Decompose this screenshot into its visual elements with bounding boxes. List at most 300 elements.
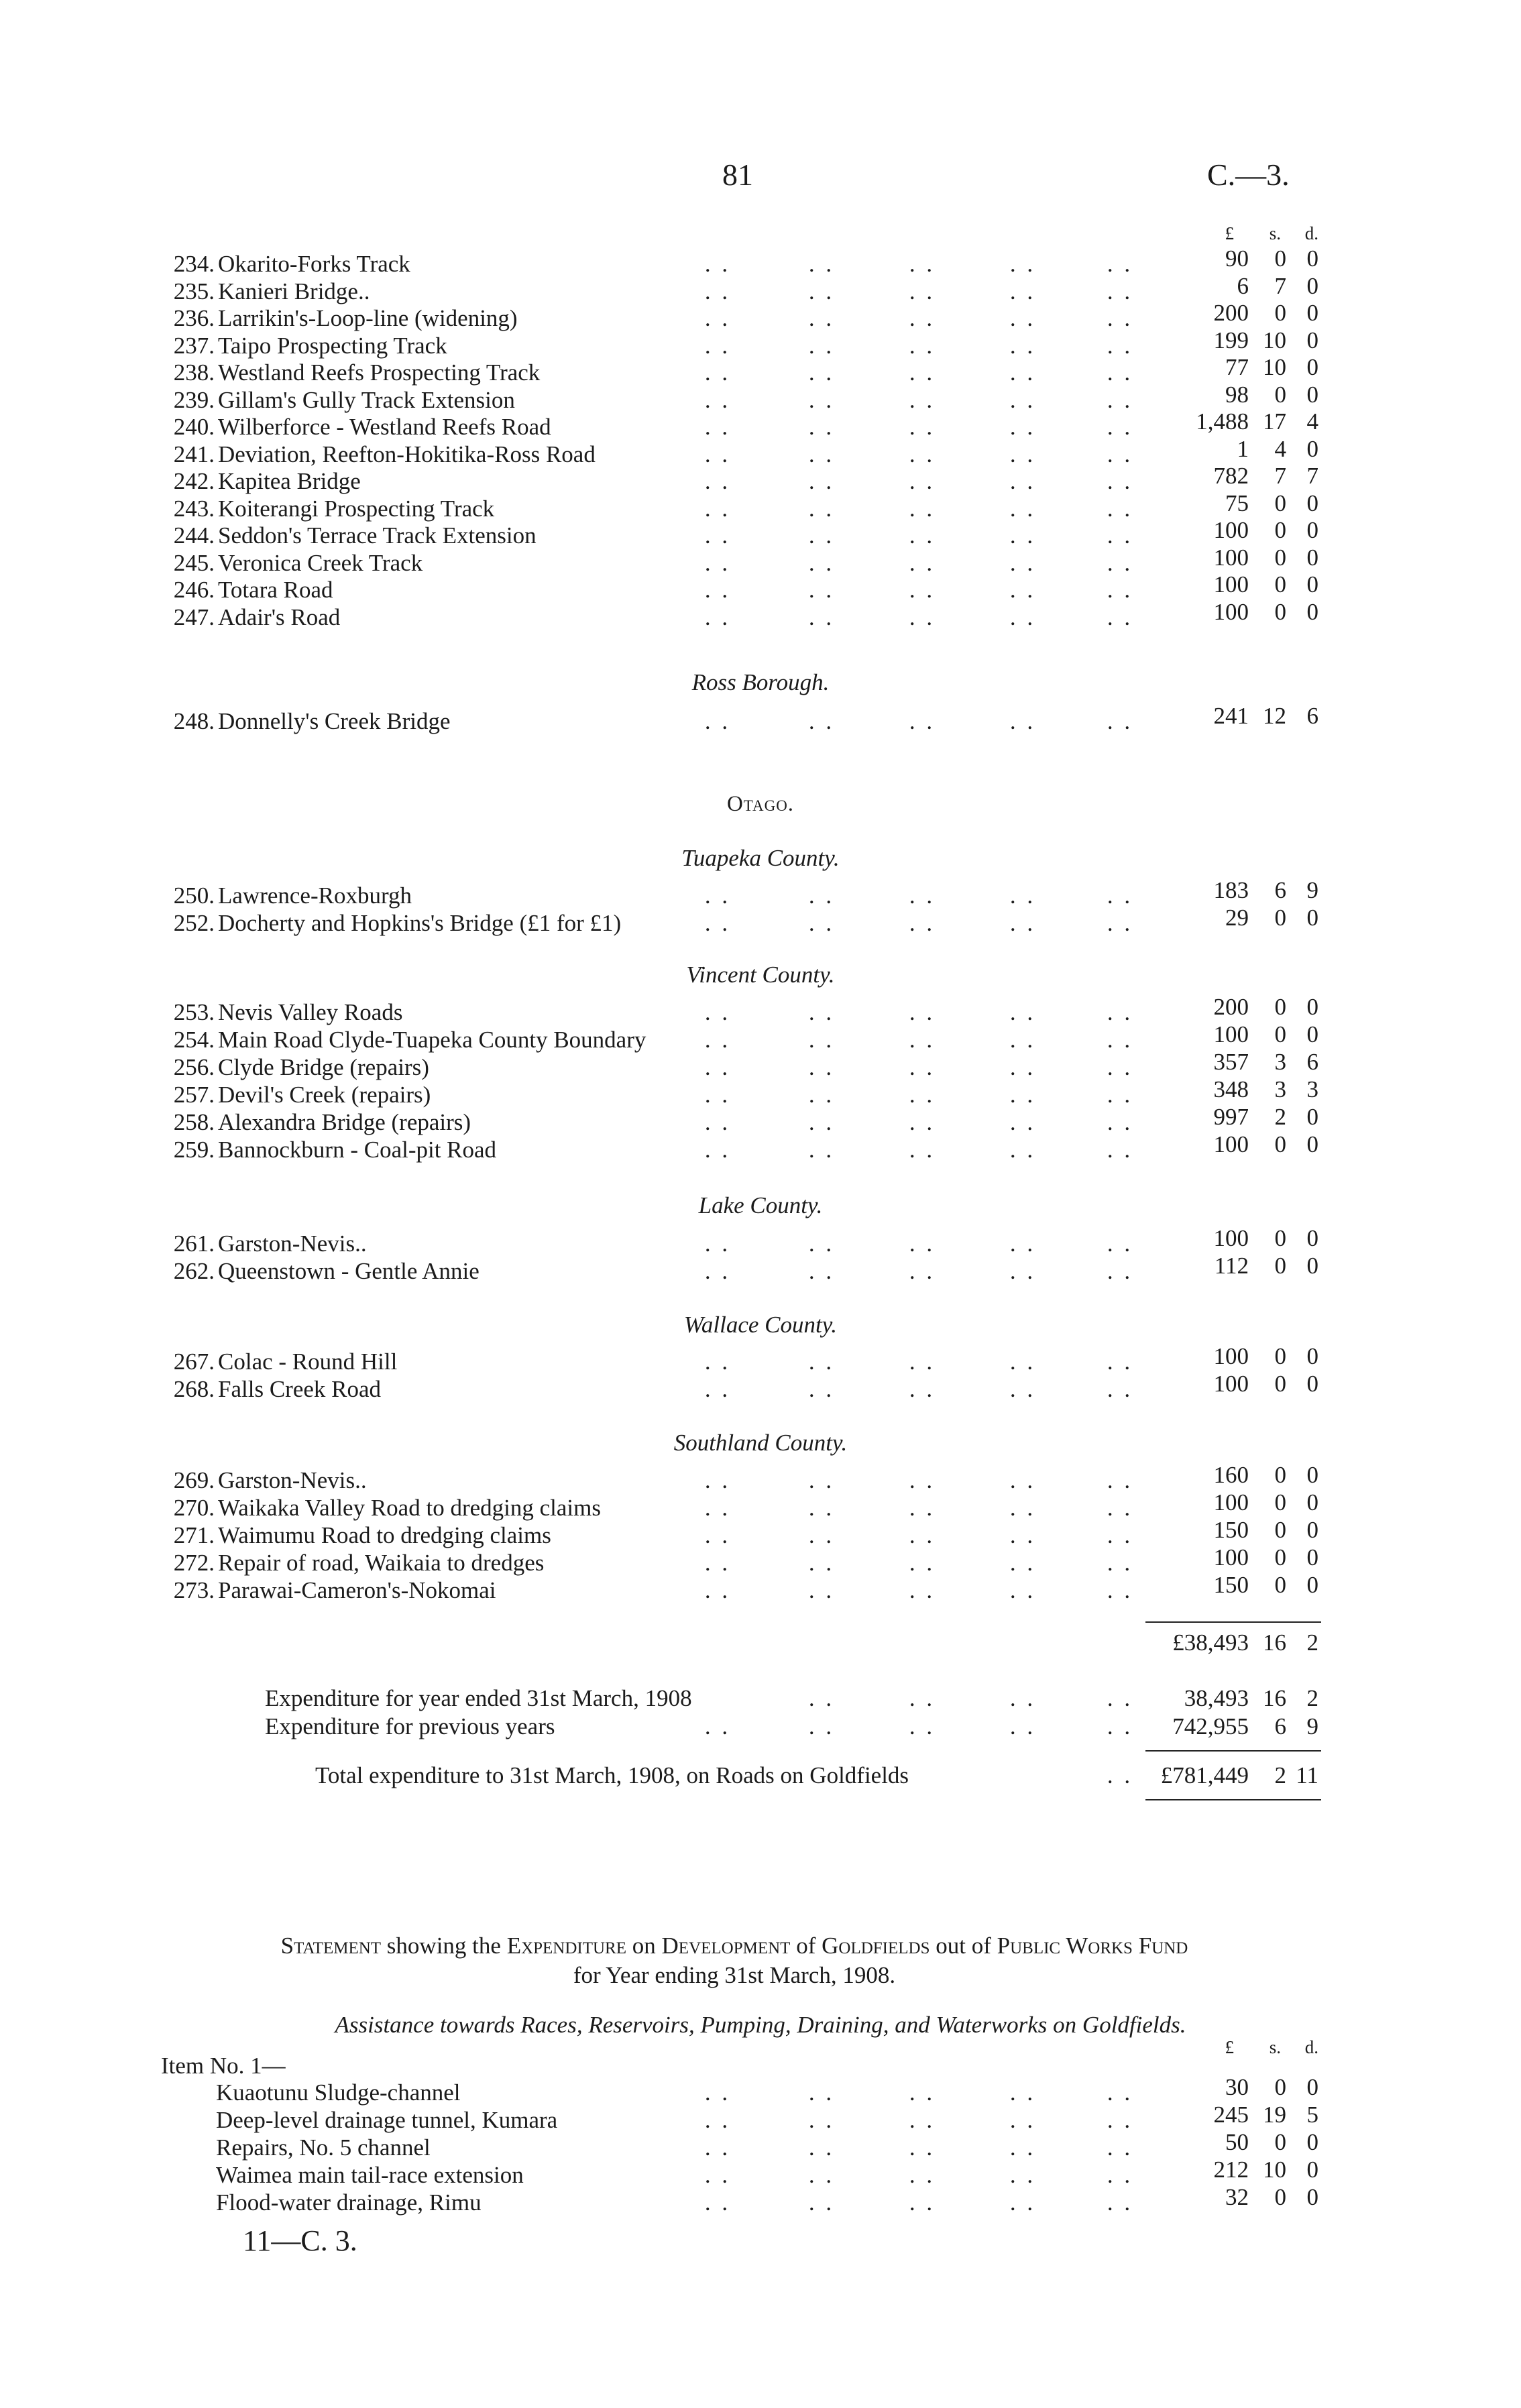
- leader-dots: . .: [808, 1467, 835, 1493]
- item-pounds: 112: [1214, 1253, 1249, 1279]
- item-pounds: 32: [1225, 2184, 1249, 2210]
- subtotal-pence: 2: [1306, 1629, 1318, 1656]
- item-pence: 0: [1306, 272, 1318, 299]
- leader-dots: . .: [909, 1027, 936, 1053]
- item-number: 237.: [173, 332, 215, 359]
- leader-dots: . .: [704, 2079, 731, 2106]
- leader-dots: . .: [1107, 359, 1133, 386]
- leader-dots: . .: [1107, 1577, 1133, 1603]
- leader-dots: . .: [704, 1082, 731, 1108]
- leader-dots: . .: [704, 495, 731, 522]
- item-shillings: 0: [1274, 1343, 1286, 1369]
- list-item: [0, 1253, 1521, 1287]
- leader-dots: . .: [1009, 1349, 1036, 1375]
- statement-word-9: Public Works Fund: [997, 1933, 1188, 1959]
- summary-year-row: Expenditure for year ended 31st March, 1908 . . . . . . . . 38,493 16 2: [265, 1685, 1318, 1711]
- item-pence: 0: [1306, 327, 1318, 353]
- item-number: 244.: [173, 522, 215, 549]
- leader-dots: . .: [1107, 1495, 1133, 1521]
- item-pence: 0: [1306, 905, 1318, 931]
- item-shillings: 10: [1263, 354, 1286, 380]
- item-pence: 6: [1306, 1049, 1318, 1075]
- summary-prev-row: Expenditure for previous years . . . . . . . . . . 742,955 6 9: [265, 1713, 1318, 1739]
- leader-dots: . .: [909, 251, 936, 277]
- leader-dots: . .: [808, 1082, 835, 1108]
- list-item: [0, 1572, 1521, 1607]
- leader-dots: . .: [909, 1467, 936, 1493]
- leader-dots: . .: [1009, 604, 1036, 630]
- otago-heading: Otago.: [726, 792, 795, 816]
- item-name: Deviation, Reefton-Hokitika-Ross Road: [218, 441, 596, 467]
- item-pence: 0: [1306, 1104, 1318, 1130]
- item-name: Parawai-Cameron's-Nokomai: [218, 1577, 496, 1603]
- item-name: Clyde Bridge (repairs): [218, 1054, 429, 1080]
- item-name: Kanieri Bridge..: [218, 278, 370, 304]
- leader-dots: . .: [1009, 332, 1036, 359]
- item-shillings: 3: [1274, 1049, 1286, 1075]
- summary-year-pence: 2: [1306, 1685, 1318, 1711]
- leader-dots: . .: [808, 2134, 835, 2161]
- item-name: Waikaka Valley Road to dredging claims: [218, 1495, 601, 1521]
- item-shillings: 0: [1274, 1253, 1286, 1279]
- leader-dots: . .: [909, 999, 936, 1025]
- item-number: 238.: [173, 359, 215, 386]
- item-shillings: 19: [1263, 2102, 1286, 2128]
- summary-total-label: Total expenditure to 31st March, 1908, on Roads on Goldfields: [315, 1762, 909, 1788]
- item-shillings: 0: [1274, 1225, 1286, 1251]
- item-pounds: 1,488: [1196, 408, 1249, 435]
- leader-dots: . .: [808, 577, 835, 603]
- item-shillings: 0: [1274, 1517, 1286, 1543]
- leader-dots: . .: [909, 386, 936, 413]
- leader-dots: . .: [1009, 1082, 1036, 1108]
- leader-dots: . .: [1009, 468, 1036, 494]
- leader-dots: . .: [1009, 251, 1036, 277]
- item-pounds: 160: [1213, 1462, 1249, 1488]
- summary-total-row: Total expenditure to 31st March, 1908, on Roads on Goldfields . . £781,449 2 11: [315, 1762, 1318, 1788]
- item-pounds: 100: [1213, 1544, 1249, 1570]
- item-name: Main Road Clyde-Tuapeka County Boundary: [218, 1027, 646, 1053]
- leader-dots: . .: [1107, 251, 1133, 277]
- leader-dots: . .: [1107, 2107, 1133, 2133]
- leader-dots: . .: [1009, 2107, 1036, 2133]
- item-number: 253.: [173, 999, 215, 1025]
- item-pence: 3: [1306, 1076, 1318, 1102]
- leader-dots: . .: [808, 1577, 835, 1603]
- leader-dots: . .: [1107, 522, 1133, 549]
- item-pence: 7: [1306, 463, 1318, 489]
- item-name: Okarito-Forks Track: [218, 251, 410, 277]
- summary-total-shillings: 2: [1274, 1762, 1286, 1788]
- statement-title: [148, 1931, 1321, 1990]
- leader-dots: . .: [1009, 577, 1036, 603]
- item-pounds: 75: [1225, 490, 1249, 516]
- item-number: 272.: [173, 1550, 215, 1576]
- col2-shillings-header: s.: [1269, 2037, 1281, 2057]
- item-number: 239.: [173, 386, 215, 413]
- leader-dots: . .: [1009, 1522, 1036, 1548]
- leader-dots: . .: [704, 1577, 731, 1603]
- leader-dots: . .: [1009, 1550, 1036, 1576]
- leader-dots: . .: [909, 305, 936, 331]
- leader-dots: . .: [909, 441, 936, 467]
- list-item: [0, 598, 1521, 634]
- item-shillings: 0: [1274, 1131, 1286, 1157]
- item-name: Devil's Creek (repairs): [218, 1082, 431, 1108]
- item-pence: 0: [1306, 435, 1318, 462]
- item-name: Nevis Valley Roads: [218, 999, 403, 1025]
- wallace-heading: Wallace County.: [683, 1312, 838, 1338]
- item-pounds: 100: [1213, 544, 1249, 571]
- item-shillings: 0: [1274, 245, 1286, 272]
- item-name: Colac - Round Hill: [218, 1349, 398, 1375]
- leader-dots: . .: [909, 1137, 936, 1163]
- item-pounds: 100: [1213, 1021, 1249, 1047]
- item-shillings: 7: [1274, 272, 1286, 299]
- item-number: 252.: [173, 910, 215, 936]
- leader-dots: . .: [1107, 2079, 1133, 2106]
- item-pence: 0: [1306, 1343, 1318, 1369]
- leader-dots: . .: [808, 386, 835, 413]
- leader-dots: . .: [704, 882, 731, 909]
- leader-dots: . .: [909, 577, 936, 603]
- leader-dots: . .: [704, 251, 731, 277]
- item-shillings: 0: [1274, 2184, 1286, 2210]
- leader-dots: . .: [909, 2134, 936, 2161]
- item-number: 254.: [173, 1027, 215, 1053]
- leader-dots: . .: [704, 1054, 731, 1080]
- leader-dots: . .: [1009, 549, 1036, 576]
- list-item: [0, 905, 1521, 939]
- leader-dots: . .: [1009, 1376, 1036, 1402]
- leader-dots: . .: [909, 522, 936, 549]
- item-pence: 0: [1306, 1544, 1318, 1570]
- statement-word-7: Goldfields: [822, 1933, 930, 1959]
- item-pounds: 150: [1213, 1517, 1249, 1543]
- document-reference: C.—3.: [1207, 158, 1290, 192]
- statement-line-2: for Year ending 31st March, 1908.: [573, 1962, 896, 1988]
- leader-dots: . .: [1107, 278, 1133, 304]
- leader-dots: . .: [808, 1109, 835, 1135]
- item-pence: 4: [1306, 408, 1318, 435]
- ross-borough-heading: Ross Borough.: [691, 669, 830, 695]
- leader-dots: . .: [704, 2134, 731, 2161]
- col2-pence-header: d.: [1304, 2037, 1318, 2057]
- item-shillings: 12: [1263, 703, 1286, 729]
- leader-dots: . .: [1009, 414, 1036, 440]
- leader-dots: . .: [808, 1550, 835, 1576]
- leader-dots: . .: [808, 359, 835, 386]
- leader-dots: . .: [1009, 2162, 1036, 2188]
- leader-dots: . .: [704, 549, 731, 576]
- leader-dots: . .: [1107, 604, 1133, 630]
- leader-dots: . .: [704, 1550, 731, 1576]
- leader-dots: . .: [808, 2189, 835, 2216]
- item-number: 235.: [173, 278, 215, 304]
- leader-dots: . .: [909, 549, 936, 576]
- leader-dots: . .: [704, 1230, 731, 1257]
- item-name: Repairs, No. 5 channel: [216, 2134, 431, 2161]
- item-shillings: 0: [1274, 1489, 1286, 1515]
- leader-dots: . .: [1107, 1550, 1133, 1576]
- leader-dots: . .: [1107, 495, 1133, 522]
- leader-dots: . .: [704, 1467, 731, 1493]
- item-pounds: 241: [1213, 703, 1249, 729]
- leader-dots: . .: [1009, 1054, 1036, 1080]
- leader-dots: . .: [1107, 1522, 1133, 1548]
- leader-dots: . .: [909, 1054, 936, 1080]
- leader-dots: . .: [1107, 2162, 1133, 2188]
- leader-dots: . .: [704, 1027, 731, 1053]
- item-pounds: 100: [1213, 598, 1249, 625]
- leader-dots: . .: [704, 1349, 731, 1375]
- leader-dots: . .: [1107, 1230, 1133, 1257]
- item-name: Garston-Nevis..: [218, 1230, 367, 1257]
- leader-dots: . .: [1009, 1109, 1036, 1135]
- leader-dots: . .: [1107, 305, 1133, 331]
- leader-dots: . .: [808, 1027, 835, 1053]
- leader-dots: . .: [808, 1258, 835, 1284]
- item-pounds: 100: [1213, 1131, 1249, 1157]
- leader-dots: . .: [909, 2162, 936, 2188]
- leader-dots: . .: [704, 708, 731, 734]
- total-bottom-rule: [1145, 1799, 1321, 1800]
- leader-dots: . .: [1009, 2134, 1036, 2161]
- leader-dots: . .: [1009, 441, 1036, 467]
- leader-dots: . .: [1107, 549, 1133, 576]
- item-shillings: 0: [1274, 1544, 1286, 1570]
- item-number: 247.: [173, 604, 215, 630]
- item-pounds: 100: [1213, 1225, 1249, 1251]
- leader-dots: . .: [808, 1137, 835, 1163]
- statement-word-8: out of: [929, 1933, 997, 1959]
- summary-prev-shillings: 6: [1274, 1713, 1286, 1739]
- leader-dots: . .: [1009, 2189, 1036, 2216]
- item-shillings: 0: [1274, 300, 1286, 326]
- item-pounds: 77: [1225, 354, 1249, 380]
- item-pounds: 100: [1213, 1489, 1249, 1515]
- item-shillings: 0: [1274, 2129, 1286, 2155]
- leader-dots: . .: [1009, 999, 1036, 1025]
- leader-dots: . .: [1009, 1258, 1036, 1284]
- item-pence: 0: [1306, 571, 1318, 597]
- leader-dots: . .: [808, 1522, 835, 1548]
- leader-dots: . .: [704, 2189, 731, 2216]
- leader-dots: . .: [704, 468, 731, 494]
- leader-dots: . .: [808, 251, 835, 277]
- item-number: 241.: [173, 441, 215, 467]
- leader-dots: . .: [704, 1376, 731, 1402]
- leader-dots: . .: [1107, 577, 1133, 603]
- leader-dots: . .: [909, 1522, 936, 1548]
- item-shillings: 0: [1274, 381, 1286, 408]
- leader-dots: . .: [909, 2107, 936, 2133]
- leader-dots: . .: [704, 332, 731, 359]
- item-number: 257.: [173, 1082, 215, 1108]
- leader-dots: . .: [808, 999, 835, 1025]
- item-shillings: 0: [1274, 490, 1286, 516]
- item-shillings: 2: [1274, 1104, 1286, 1130]
- leader-dots: . .: [1107, 910, 1133, 936]
- item-pence: 0: [1306, 517, 1318, 543]
- item-pounds: 200: [1213, 300, 1249, 326]
- leader-dots: . .: [909, 882, 936, 909]
- item-pence: 0: [1306, 354, 1318, 380]
- item-pounds: 357: [1213, 1049, 1249, 1075]
- leader-dots: . .: [808, 2162, 835, 2188]
- leader-dots: . .: [808, 522, 835, 549]
- leader-dots: . .: [1009, 1467, 1036, 1493]
- item-label: Item No. 1—: [161, 2053, 286, 2079]
- item-pence: 6: [1306, 703, 1318, 729]
- item-name: Waimea main tail-race extension: [216, 2162, 524, 2188]
- item-pounds: 200: [1213, 994, 1249, 1020]
- leader-dots: . .: [704, 441, 731, 467]
- leader-dots: . .: [808, 441, 835, 467]
- summary-prev-label: Expenditure for previous years: [265, 1713, 555, 1739]
- item-number: 234.: [173, 251, 215, 277]
- leader-dots: . .: [704, 522, 731, 549]
- item-pence: 0: [1306, 1489, 1318, 1515]
- subtotal-row: [0, 1631, 1521, 1659]
- leader-dots: . .: [1107, 999, 1133, 1025]
- leader-dots: . .: [1009, 522, 1036, 549]
- item-shillings: 0: [1274, 598, 1286, 625]
- item-shillings: 3: [1274, 1076, 1286, 1102]
- leader-dots: . .: [909, 1349, 936, 1375]
- item-number: 270.: [173, 1495, 215, 1521]
- leader-dots: . .: [909, 1495, 936, 1521]
- leader-dots: . .: [704, 604, 731, 630]
- item-pence: 0: [1306, 1225, 1318, 1251]
- leader-dots: . .: [1107, 1027, 1133, 1053]
- footer-signature: 11—C. 3.: [243, 2224, 357, 2257]
- leader-dots: . .: [808, 305, 835, 331]
- leader-dots: . .: [704, 414, 731, 440]
- subtotal-pounds: £38,493: [1172, 1629, 1249, 1656]
- leader-dots: . .: [1107, 1467, 1133, 1493]
- item-number: 246.: [173, 577, 215, 603]
- item-pounds: 100: [1213, 517, 1249, 543]
- item-pence: 0: [1306, 1572, 1318, 1598]
- leader-dots: . .: [704, 1522, 731, 1548]
- item-pounds: 100: [1213, 571, 1249, 597]
- item-pounds: 199: [1213, 327, 1249, 353]
- item-pounds: 150: [1213, 1572, 1249, 1598]
- leader-dots: . .: [1107, 882, 1133, 909]
- leader-dots: . .: [1009, 305, 1036, 331]
- item-name: Kapitea Bridge: [218, 468, 361, 494]
- leader-dots: . .: [808, 604, 835, 630]
- leader-dots: . .: [909, 468, 936, 494]
- statement-word-6: of: [790, 1933, 822, 1959]
- item-shillings: 0: [1274, 1021, 1286, 1047]
- item-pence: 0: [1306, 490, 1318, 516]
- leader-dots: . .: [909, 2189, 936, 2216]
- leader-dots: . .: [909, 2079, 936, 2106]
- list-item: [0, 703, 1521, 738]
- list-item: [0, 1371, 1521, 1406]
- leader-dots: . .: [704, 910, 731, 936]
- item-name: Koiterangi Prospecting Track: [218, 495, 495, 522]
- leader-dots: . .: [808, 882, 835, 909]
- leader-dots: . .: [909, 1082, 936, 1108]
- item-pence: 0: [1306, 1462, 1318, 1488]
- col-pounds-header: £: [1225, 223, 1234, 243]
- item-name: Donnelly's Creek Bridge: [218, 708, 451, 734]
- item-name: Queenstown - Gentle Annie: [218, 1258, 480, 1284]
- item-pence: 0: [1306, 381, 1318, 408]
- item-pounds: 98: [1225, 381, 1249, 408]
- item-shillings: 0: [1274, 905, 1286, 931]
- summary-total-pence: 11: [1296, 1762, 1318, 1788]
- list-item: [0, 2184, 1521, 2219]
- item-pence: 5: [1306, 2102, 1318, 2128]
- item-pence: 0: [1306, 544, 1318, 571]
- leader-dots: . .: [1107, 332, 1133, 359]
- statement-word-4: on: [626, 1933, 662, 1959]
- leader-dots: . .: [909, 708, 936, 734]
- item-pounds: 29: [1225, 905, 1249, 931]
- statement-word-1: Statement: [280, 1933, 382, 1959]
- item-shillings: 10: [1263, 327, 1286, 353]
- item-pence: 0: [1306, 2184, 1318, 2210]
- summary-year-pounds: 38,493: [1184, 1685, 1249, 1711]
- item-pence: 0: [1306, 994, 1318, 1020]
- item-shillings: 0: [1274, 517, 1286, 543]
- statement-subheading: Assistance towards Races, Reservoirs, Pumping, Draining, and Waterworks on Goldfields.: [335, 2012, 1186, 2038]
- leader-dots: . .: [808, 1230, 835, 1257]
- item-pounds: 245: [1213, 2102, 1249, 2128]
- leader-dots: . .: [1009, 359, 1036, 386]
- item-shillings: 6: [1274, 877, 1286, 903]
- leader-dots: . .: [704, 1109, 731, 1135]
- leader-dots: . .: [1009, 2079, 1036, 2106]
- leader-dots: . .: [704, 1495, 731, 1521]
- item-pounds: 1: [1237, 435, 1249, 462]
- leader-dots: . .: [909, 1109, 936, 1135]
- leader-dots: . .: [808, 708, 835, 734]
- item-pounds: 90: [1225, 245, 1249, 272]
- item-name: Flood-water drainage, Rimu: [216, 2189, 482, 2216]
- vincent-heading: Vincent County.: [686, 962, 835, 988]
- item-pounds: 782: [1213, 463, 1249, 489]
- item-pence: 0: [1306, 1517, 1318, 1543]
- leader-dots: . .: [808, 414, 835, 440]
- leader-dots: . .: [1107, 708, 1133, 734]
- item-pence: 0: [1306, 2157, 1318, 2183]
- item-pounds: 100: [1213, 1371, 1249, 1397]
- leader-dots: . .: [1107, 468, 1133, 494]
- item-number: 259.: [173, 1137, 215, 1163]
- leader-dots: . .: [1107, 1082, 1133, 1108]
- page-number: 81: [722, 158, 753, 192]
- leader-dots: . .: [1107, 1349, 1133, 1375]
- leader-dots: . .: [808, 278, 835, 304]
- leader-dots: . .: [1009, 278, 1036, 304]
- subtotal-shillings: 16: [1263, 1629, 1286, 1656]
- item-name: Falls Creek Road: [218, 1376, 382, 1402]
- leader-dots: . .: [808, 910, 835, 936]
- item-shillings: 0: [1274, 1371, 1286, 1397]
- item-name: Larrikin's-Loop-line (widening): [218, 305, 518, 331]
- leader-dots: . .: [1009, 910, 1036, 936]
- item-shillings: 0: [1274, 994, 1286, 1020]
- item-pounds: 30: [1225, 2074, 1249, 2100]
- summary-prev-pounds: 742,955: [1172, 1713, 1249, 1739]
- summary-total-pounds: £781,449: [1160, 1762, 1249, 1788]
- item-number: 268.: [173, 1376, 215, 1402]
